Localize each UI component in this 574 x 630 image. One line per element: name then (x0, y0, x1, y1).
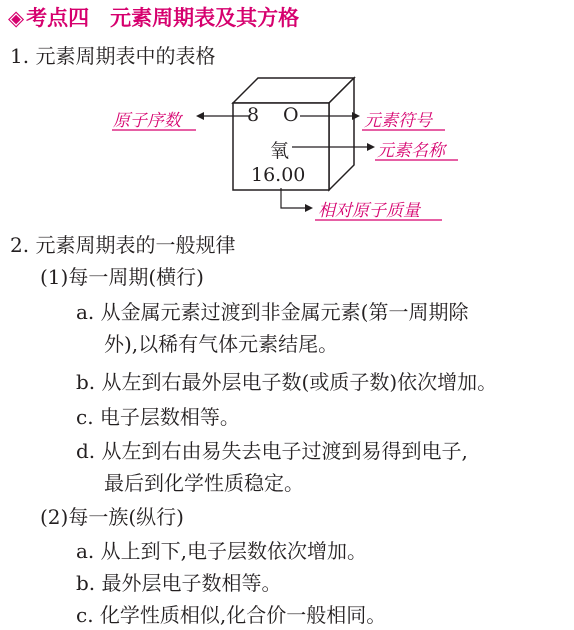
label-mass: 相对原子质量 (318, 201, 420, 221)
period-item: a. 从金属元素过渡到非金属元素(第一周期除 (76, 300, 469, 324)
element-name-value: 氧 (270, 140, 290, 162)
arrowhead-symbol (352, 112, 360, 120)
label-atomic-number: 原子序数 (113, 111, 181, 131)
section-title-text: 考点四 元素周期表及其方格 (26, 6, 300, 30)
period-item-continued: 外),以稀有气体元素结尾。 (104, 332, 339, 356)
group-item: c. 化学性质相似,化合价一般相同。 (76, 603, 387, 627)
arrowhead-mass (305, 204, 313, 212)
group-item: a. 从上到下,电子层数依次增加。 (76, 539, 367, 563)
group-heading: (2)每一族(纵行) (40, 505, 184, 529)
period-item: b. 从左到右最外层电子数(或质子数)依次增加。 (76, 370, 498, 394)
arrowhead-atomic-number (196, 112, 204, 120)
atomic-number-value: 8 (247, 104, 260, 126)
period-item: c. 电子层数相等。 (76, 405, 240, 429)
label-name: 元素名称 (377, 141, 445, 161)
element-mass-value: 16.00 (251, 164, 306, 186)
arrow-mass (281, 188, 308, 208)
part1-heading: 1. 元素周期表中的表格 (10, 44, 216, 68)
group-item: b. 最外层电子数相等。 (76, 571, 282, 595)
diamond-icon: ◈ (8, 6, 25, 30)
period-item-continued: 最后到化学性质稳定。 (104, 471, 304, 495)
section-title (8, 2, 299, 32)
element-symbol-value: O (283, 104, 299, 126)
period-item: d. 从左到右由易失去电子过渡到易得到电子, (76, 439, 468, 463)
label-symbol: 元素符号 (364, 111, 432, 131)
arrowhead-name (367, 143, 375, 151)
period-heading: (1)每一周期(横行) (40, 265, 204, 289)
part2-heading: 2. 元素周期表的一般规律 (10, 233, 236, 257)
